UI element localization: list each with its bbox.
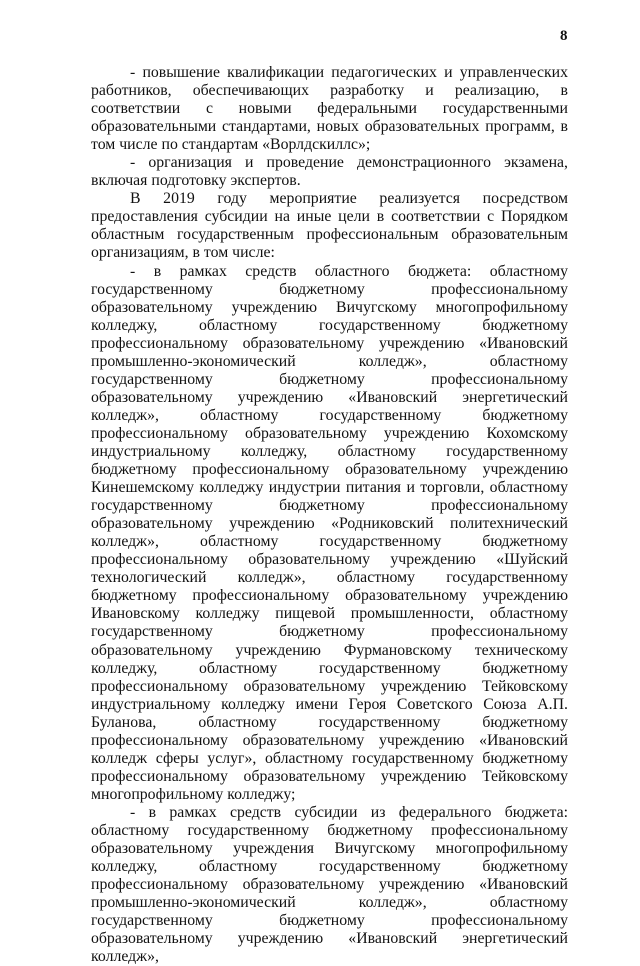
page-number: 8 [560,28,568,44]
paragraph-demo-exam: - организация и проведение демонстрационного экзамена, включая подготовку экспертов. [91,154,568,190]
paragraph-subsidy-2019: В 2019 году мероприятие реализуется посредством предоставления субсидии на иные цели в соответствии с Порядком областным государственным профессиональным образовательным организациям, в том числе: [91,190,568,262]
paragraph-regional-budget: - в рамках средств областного бюджета: областному государственному бюджетному профессиональному образовательному учреждению Вичугскому многопрофильному колледжу, областному государственному бюджетному профессиональному образовательному учреждению «Ивановский промышленно-экономический колледж», областному государственному бюджетному профессиональному образовательному учреждению «Ивановский энергетический колледж», областному государственному бюджетному профессиональному образовательному учреждению Кохомскому индустриальному колледжу, областному государственному бюджетному профессиональному образовательному учреждению Кинешемскому колледжу индустрии питания и торговли, областному государственному бюджетному профессиональному образовательному учреждению «Родниковский политехнический колледж», областному государственному бюджетному профессиональному образовательному учреждению «Шуйский технологический колледж», областному государственному бюджетному профессиональному образовательному учреждению Ивановскому колледжу пищевой промышленности, областному государственному бюджетному профессиональному образовательному учреждению Фурмановскому техническому колледжу, областному государственному бюджетному профессиональному образовательному учреждению Тейковскому индустриальному колледжу имени Героя Советского Союза А.П. Буланова, областному государственному бюджетному профессиональному образовательному учреждению «Ивановский колледж сферы услуг», областному государственному бюджетному профессиональному образовательному учреждению Тейковскому многопрофильному колледжу; [91,262,568,803]
paragraph-qualification: - повышение квалификации педагогических и управленческих работников, обеспечивающих разработку и реализацию, в соответствии с новыми федеральными государственными образовательными стандартами, новых образовательных программ, в том числе по стандартам «Ворлдскиллс»; [91,64,568,154]
document-body [91,64,568,966]
paragraph-federal-budget: - в рамках средств субсидии из федерального бюджета: областному государственному бюджетному профессиональному образовательному учреждения Вичугскому многопрофильному колледжу, областному государственному бюджетному профессиональному образовательному учреждению «Ивановский промышленно-экономический колледж», областному государственному бюджетному профессиональному образовательному учреждению «Ивановский энергетический колледж», [91,803,568,966]
